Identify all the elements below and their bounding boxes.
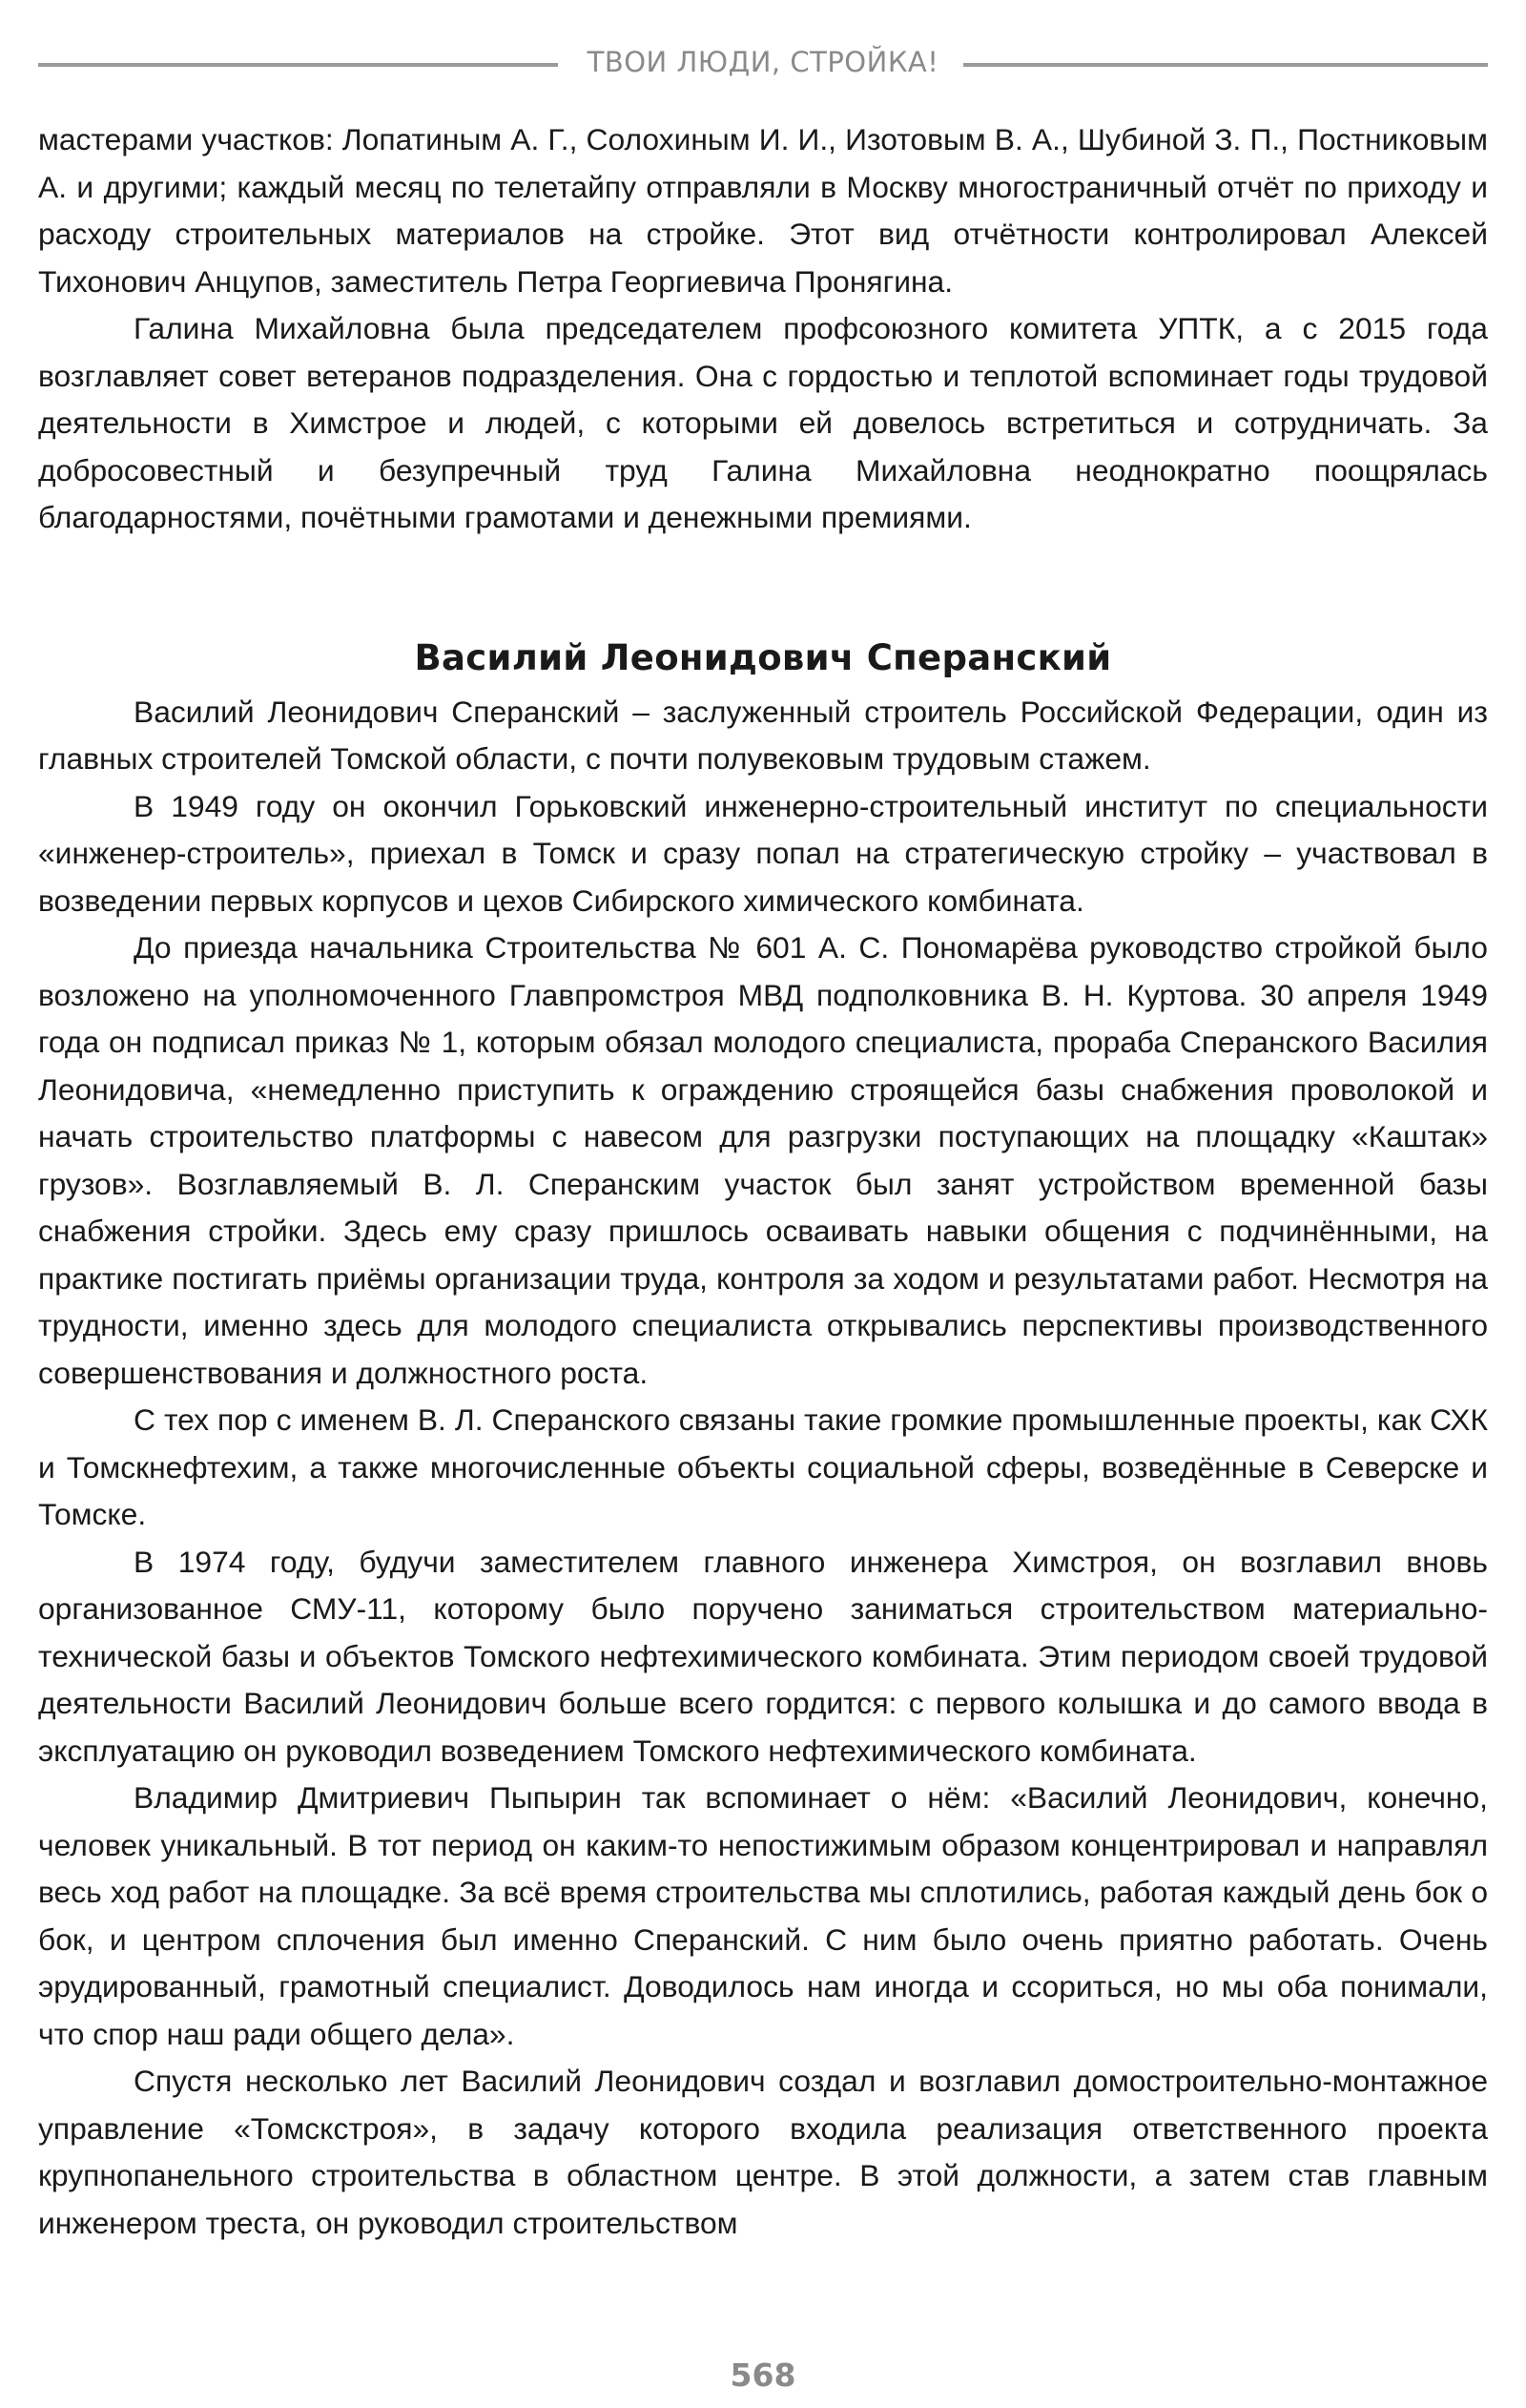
paragraph: Владимир Дмитриевич Пыпырин так вспоминает о нём: «Василий Леонидович, конечно, человек уникальный. В тот период он каким-то непостижимым образом концентрировал и направлял весь ход работ на площадке. За всё время строительства мы сплотились, работая каждый день бок о бок, и центром сплочения был именно Сперанский. С ним было очень приятно работать. Очень эрудированный, грамотный специалист. Доводилось нам иногда и ссориться, но мы оба понимали, что спор наш ради общего дела». <box>38 1780 1488 2051</box>
page-content <box>38 116 1488 2247</box>
paragraph: мастерами участков: Лопатиным А. Г., Солохиным И. И., Изотовым В. А., Шубиной З. П., Постниковым А. и другими; каждый месяц по телетайпу отправляли в Москву многостраничный отчёт по приходу и расходу строительных материалов на стройке. Этот вид отчётности контролировал Алексей Тихонович Анцупов, заместитель Петра Георгиевича Пронягина. <box>38 122 1488 299</box>
section-title: Василий Леонидович Сперанский <box>414 636 1112 678</box>
header-rule-right <box>963 63 1488 67</box>
paragraph: Спустя несколько лет Василий Леонидович создал и возглавил домостроительно-монтажное управление «Томскстроя», в задачу которого входила реализация ответственного проекта крупнопанельного строительства в областном центре. В этой должности, а затем став главным инженером треста, он руководил строительством <box>38 2064 1488 2240</box>
paragraph: С тех пор с именем В. Л. Сперанского связаны такие громкие промышленные проекты, как СХК и Томскнефтехим, а также многочисленные объекты социальной сферы, возведённые в Северске и Томске. <box>38 1402 1488 1531</box>
paragraph: В 1949 году он окончил Горьковский инженерно-строительный институт по специальности «инженер-строитель», приехал в Томск и сразу попал на стратегическую стройку – участвовал в возведении первых корпусов и цехов Сибирского химического комбината. <box>38 788 1488 918</box>
paragraph: До приезда начальника Строительства № 601 А. С. Пономарёва руководство стройкой было возложено на уполномоченного Главпромстроя МВД подполковника В. Н. Куртова. 30 апреля 1949 года он подписал приказ № 1, которым обязал молодого специалиста, прораба Сперанского Василия Леонидовича, «немедленно приступить к ограждению строящейся базы снабжения проволокой и начать строительство платформы с навесом для разгрузки поступающих на площадку «Каштак» грузов». Возглавляемый В. Л. Сперанским участок был занят устройством временной базы снабжения стройки. Здесь ему сразу пришлось осваивать навыки общения с подчинёнными, на практике постигать приёмы организации труда, контроля за ходом и результатами работ. Несмотря на трудности, именно здесь для молодого специалиста открывались перспективы производственного совершенствования и должностного роста. <box>38 930 1488 1390</box>
paragraph: Василий Леонидович Сперанский – заслуженный строитель Российской Федерации, один из главных строителей Томской области, с почти полувековым трудовым стажем. <box>38 694 1488 776</box>
header-rule-left <box>38 63 558 67</box>
running-title: ТВОИ ЛЮДИ, СТРОЙКА! <box>587 46 939 78</box>
running-header <box>38 42 1488 88</box>
paragraph: В 1974 году, будучи заместителем главного инженера Химстроя, он возглавил вновь организованное СМУ-11, которому было поручено заниматься строительством материально-технической базы и объектов Томского нефтехимического комбината. Этим периодом своей трудовой деятельности Василий Леонидович больше всего гордится: с первого колышка и до самого ввода в эксплуатацию он руководил возведением Томского нефтехимического комбината. <box>38 1544 1488 1768</box>
page-number: 568 <box>730 2356 796 2394</box>
paragraph: Галина Михайловна была председателем профсоюзного комитета УПТК, а с 2015 года возглавляет совет ветеранов подразделения. Она с гордостью и теплотой вспоминает годы трудовой деятельности в Химстрое и людей, с которыми ей довелось встретиться и сотрудничать. За добросовестный и безупречный труд Галина Михайловна неоднократно поощрялась благодарностями, почётными грамотами и денежными премиями. <box>38 311 1488 534</box>
